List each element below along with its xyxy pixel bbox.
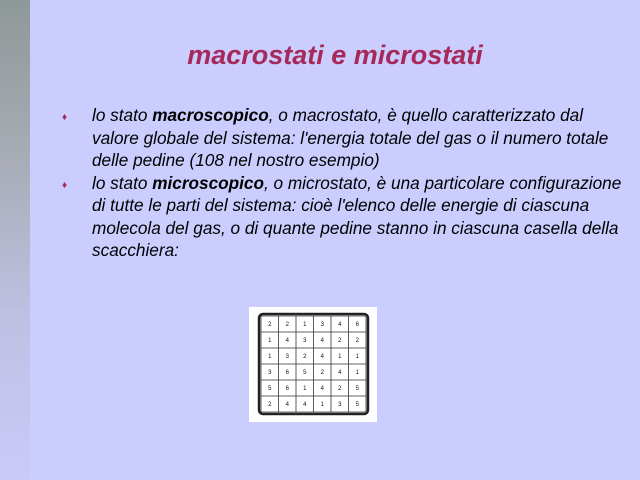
board-cell-value: 4: [303, 402, 307, 408]
bullet-keyword: microscopico: [152, 172, 264, 193]
board-cell-value: 1: [303, 322, 307, 328]
chessboard-grid: [249, 307, 377, 422]
board-cell-value: 2: [303, 354, 307, 360]
slide-title: macrostati e microstati: [187, 40, 483, 70]
board-cell-value: 2: [338, 386, 342, 392]
board-cell-value: 6: [355, 322, 359, 328]
board-cell-value: 4: [285, 402, 289, 408]
board-cell-value: 4: [320, 386, 324, 392]
board-cell-value: 2: [268, 402, 272, 408]
board-cell-value: 1: [355, 370, 359, 376]
board-cell-value: 1: [303, 386, 307, 392]
bullet-prefix: lo stato: [92, 172, 153, 193]
bullet-list: [62, 104, 622, 262]
diamond-bullet-icon: ♦: [62, 179, 68, 191]
board-cell-value: 4: [338, 370, 342, 376]
board-cell-value: 2: [285, 322, 289, 328]
board-cell-value: 4: [320, 354, 324, 360]
board-cell-value: 5: [268, 386, 272, 392]
board-cell-value: 1: [355, 354, 359, 360]
board-cell-value: 1: [268, 354, 272, 360]
board-cell-value: 4: [285, 338, 289, 344]
board-cell-value: 3: [268, 370, 272, 376]
board-cell-value: 2: [355, 338, 359, 344]
bullet-text: , o microstato, è una particolare configurazione di tutte le parti del sistema: cioè l'elenco delle energie di ciascuna molecola del gas, o di quante pedine stanno in ciascuna casella della scacchiera:: [92, 172, 622, 260]
bullet-prefix: lo stato: [92, 105, 153, 125]
bullet-keyword: macroscopico: [152, 105, 269, 125]
diamond-bullet-icon: ♦: [62, 112, 68, 123]
board-cell-value: 3: [303, 338, 307, 344]
bullet-item-microscopic: [62, 172, 622, 262]
board-cell-value: 4: [320, 338, 324, 344]
board-cell-value: 5: [303, 370, 307, 376]
board-cell-value: 1: [268, 338, 272, 344]
board-cell-value: 5: [355, 402, 359, 408]
bullet-text: , o macrostato, è quello caratterizzato dal valore globale del sistema: l'energia totale del gas o il numero totale delle pedine (108 nel nostro esempio): [92, 105, 609, 170]
board-cell-value: 2: [320, 370, 324, 376]
board-cell-value: 4: [338, 322, 342, 328]
board-cell-value: 6: [285, 370, 289, 376]
board-cell-value: 5: [355, 386, 359, 392]
board-cell-value: 2: [268, 322, 272, 328]
board-cell-value: 1: [338, 354, 342, 360]
bullet-item-macroscopic: [62, 104, 622, 172]
board-cell-value: 3: [338, 402, 342, 408]
board-cell-value: 3: [285, 354, 289, 360]
chessboard-image: [249, 307, 377, 422]
board-cell-value: 6: [285, 386, 289, 392]
left-decorative-stripe: [0, 0, 30, 480]
board-cell-value: 3: [320, 322, 324, 328]
board-cell-value: 2: [338, 338, 342, 344]
board-cell-value: 1: [320, 402, 324, 408]
